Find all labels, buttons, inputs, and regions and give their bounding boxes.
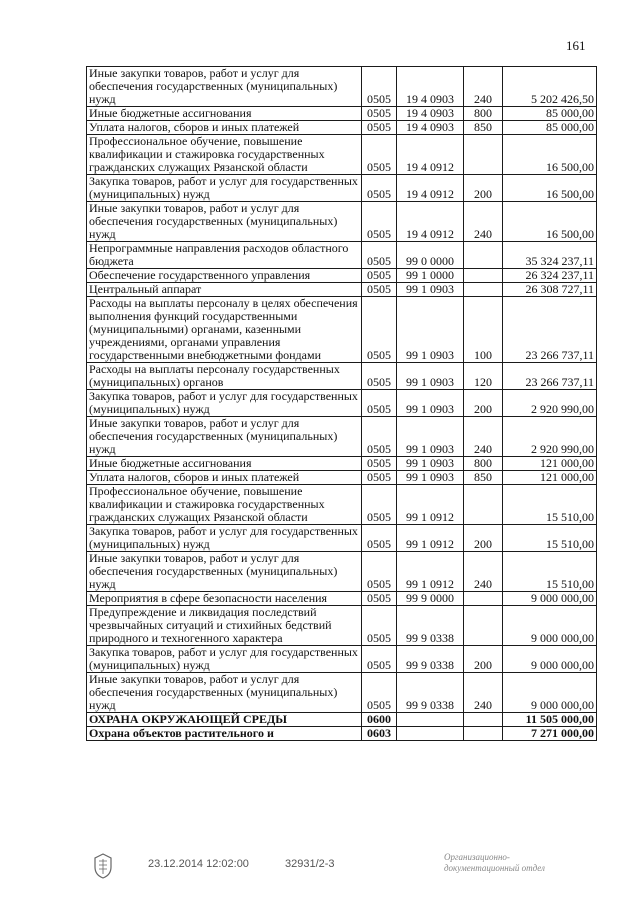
row-name: Закупка товаров, работ и услуг для государственных (муниципальных) нужд	[87, 646, 362, 673]
page-number: 161	[566, 38, 586, 53]
row-expense-type: 850	[464, 471, 503, 485]
table-row	[87, 592, 597, 606]
row-name: Закупка товаров, работ и услуг для государственных (муниципальных) нужд	[87, 525, 362, 552]
footer-stamp-line2: документационный отдел	[444, 863, 545, 873]
row-sum: 15 510,00	[503, 552, 597, 592]
table-row	[87, 269, 597, 283]
budget-table-body	[87, 67, 597, 741]
row-section: 0505	[362, 673, 397, 713]
row-article: 99 1 0903	[397, 471, 464, 485]
row-name: Охрана объектов растительного и	[87, 727, 362, 741]
table-row	[87, 525, 597, 552]
row-sum: 16 500,00	[503, 175, 597, 202]
row-name: Иные закупки товаров, работ и услуг для обеспечения государственных (муниципальных) нужд	[87, 202, 362, 242]
row-article	[397, 713, 464, 727]
row-expense-type: 240	[464, 552, 503, 592]
row-section: 0505	[362, 485, 397, 525]
row-expense-type	[464, 606, 503, 646]
row-expense-type: 200	[464, 646, 503, 673]
row-section: 0505	[362, 121, 397, 135]
row-article: 99 1 0903	[397, 363, 464, 390]
row-name: Профессиональное обучение, повышение квалификации и стажировка государственных гражданских служащих Рязанской области	[87, 485, 362, 525]
row-expense-type	[464, 592, 503, 606]
row-name: Обеспечение государственного управления	[87, 269, 362, 283]
row-name: Уплата налогов, сборов и иных платежей	[87, 471, 362, 485]
row-expense-type: 800	[464, 107, 503, 121]
footer-stamp	[444, 852, 545, 874]
row-name: Уплата налогов, сборов и иных платежей	[87, 121, 362, 135]
row-article: 99 1 0912	[397, 525, 464, 552]
row-section: 0505	[362, 552, 397, 592]
row-expense-type: 240	[464, 67, 503, 107]
footer-stamp-line1: Организационно-	[444, 852, 510, 862]
row-sum: 11 505 000,00	[503, 713, 597, 727]
row-name: Центральный аппарат	[87, 283, 362, 297]
table-row	[87, 107, 597, 121]
row-name: Закупка товаров, работ и услуг для государственных (муниципальных) нужд	[87, 175, 362, 202]
footer-document-code: 32931/2-3	[285, 858, 335, 870]
row-article: 99 1 0903	[397, 457, 464, 471]
row-sum: 9 000 000,00	[503, 606, 597, 646]
row-sum: 15 510,00	[503, 525, 597, 552]
row-expense-type: 240	[464, 673, 503, 713]
row-section: 0505	[362, 135, 397, 175]
row-sum: 23 266 737,11	[503, 363, 597, 390]
row-section: 0505	[362, 417, 397, 457]
row-article: 19 4 0903	[397, 121, 464, 135]
row-name: Профессиональное обучение, повышение квалификации и стажировка государственных гражданских служащих Рязанской области	[87, 135, 362, 175]
row-section: 0603	[362, 727, 397, 741]
row-name: Иные закупки товаров, работ и услуг для обеспечения государственных (муниципальных) нужд	[87, 67, 362, 107]
row-article	[397, 727, 464, 741]
row-sum: 121 000,00	[503, 457, 597, 471]
row-sum: 26 324 237,11	[503, 269, 597, 283]
row-expense-type	[464, 727, 503, 741]
row-sum: 121 000,00	[503, 471, 597, 485]
table-row	[87, 67, 597, 107]
row-article: 99 9 0338	[397, 673, 464, 713]
table-row	[87, 485, 597, 525]
row-expense-type	[464, 269, 503, 283]
table-row	[87, 552, 597, 592]
row-name: Иные закупки товаров, работ и услуг для обеспечения государственных (муниципальных) нужд	[87, 552, 362, 592]
row-sum: 5 202 426,50	[503, 67, 597, 107]
table-row	[87, 713, 597, 727]
row-name: Расходы на выплаты персоналу в целях обеспечения выполнения функций государственными (муниципальными) органами, казенными учреждениями, органами управления государственными внебюджетными фондами	[87, 297, 362, 363]
row-section: 0505	[362, 471, 397, 485]
row-name: Расходы на выплаты персоналу государственных (муниципальных) органов	[87, 363, 362, 390]
row-article: 99 9 0000	[397, 592, 464, 606]
row-sum: 16 500,00	[503, 135, 597, 175]
row-section: 0505	[362, 606, 397, 646]
row-expense-type: 240	[464, 202, 503, 242]
table-row	[87, 121, 597, 135]
row-article: 99 1 0903	[397, 417, 464, 457]
table-row	[87, 606, 597, 646]
row-expense-type: 240	[464, 417, 503, 457]
row-section: 0600	[362, 713, 397, 727]
row-section: 0505	[362, 202, 397, 242]
row-section: 0505	[362, 242, 397, 269]
row-article: 19 4 0903	[397, 107, 464, 121]
row-name: ОХРАНА ОКРУЖАЮЩЕЙ СРЕДЫ	[87, 713, 362, 727]
row-sum: 85 000,00	[503, 107, 597, 121]
row-article: 19 4 0912	[397, 202, 464, 242]
table-row	[87, 242, 597, 269]
table-row	[87, 297, 597, 363]
table-row	[87, 417, 597, 457]
row-section: 0505	[362, 592, 397, 606]
row-sum: 2 920 990,00	[503, 417, 597, 457]
row-expense-type	[464, 283, 503, 297]
row-expense-type: 850	[464, 121, 503, 135]
row-expense-type: 800	[464, 457, 503, 471]
row-sum: 9 000 000,00	[503, 592, 597, 606]
table-row	[87, 471, 597, 485]
row-sum: 85 000,00	[503, 121, 597, 135]
row-name: Иные закупки товаров, работ и услуг для обеспечения государственных (муниципальных) нужд	[87, 673, 362, 713]
footer-date: 23.12.2014 12:02:00	[148, 858, 249, 870]
row-section: 0505	[362, 67, 397, 107]
row-name: Закупка товаров, работ и услуг для государственных (муниципальных) нужд	[87, 390, 362, 417]
row-sum: 15 510,00	[503, 485, 597, 525]
row-article: 99 0 0000	[397, 242, 464, 269]
row-article: 19 4 0912	[397, 135, 464, 175]
table-row	[87, 646, 597, 673]
row-expense-type: 200	[464, 175, 503, 202]
row-expense-type: 100	[464, 297, 503, 363]
row-sum: 7 271 000,00	[503, 727, 597, 741]
row-section: 0505	[362, 390, 397, 417]
row-section: 0505	[362, 363, 397, 390]
row-section: 0505	[362, 646, 397, 673]
row-sum: 26 308 727,11	[503, 283, 597, 297]
row-section: 0505	[362, 525, 397, 552]
table-row	[87, 135, 597, 175]
row-article: 19 4 0903	[397, 67, 464, 107]
table-row	[87, 363, 597, 390]
row-expense-type: 200	[464, 390, 503, 417]
coat-of-arms-icon	[92, 852, 114, 880]
row-sum: 9 000 000,00	[503, 646, 597, 673]
row-article: 99 1 0912	[397, 485, 464, 525]
row-section: 0505	[362, 283, 397, 297]
table-row	[87, 202, 597, 242]
row-article: 99 1 0903	[397, 297, 464, 363]
row-expense-type: 200	[464, 525, 503, 552]
table-row	[87, 390, 597, 417]
table-row	[87, 175, 597, 202]
row-expense-type	[464, 485, 503, 525]
row-article: 99 1 0903	[397, 283, 464, 297]
row-expense-type: 120	[464, 363, 503, 390]
row-section: 0505	[362, 269, 397, 283]
row-expense-type	[464, 242, 503, 269]
row-section: 0505	[362, 297, 397, 363]
budget-table	[86, 66, 597, 741]
row-sum: 23 266 737,11	[503, 297, 597, 363]
row-sum: 35 324 237,11	[503, 242, 597, 269]
table-row	[87, 673, 597, 713]
row-section: 0505	[362, 457, 397, 471]
row-sum: 2 920 990,00	[503, 390, 597, 417]
row-article: 99 9 0338	[397, 606, 464, 646]
row-name: Иные закупки товаров, работ и услуг для обеспечения государственных (муниципальных) нужд	[87, 417, 362, 457]
row-article: 99 1 0912	[397, 552, 464, 592]
row-sum: 9 000 000,00	[503, 673, 597, 713]
row-name: Мероприятия в сфере безопасности населения	[87, 592, 362, 606]
row-article: 99 1 0903	[397, 390, 464, 417]
row-section: 0505	[362, 107, 397, 121]
row-name: Иные бюджетные ассигнования	[87, 457, 362, 471]
row-section: 0505	[362, 175, 397, 202]
row-expense-type	[464, 135, 503, 175]
row-name: Предупреждение и ликвидация последствий чрезвычайных ситуаций и стихийных бедствий природного и техногенного характера	[87, 606, 362, 646]
row-article: 19 4 0912	[397, 175, 464, 202]
row-name: Иные бюджетные ассигнования	[87, 107, 362, 121]
table-row	[87, 727, 597, 741]
row-sum: 16 500,00	[503, 202, 597, 242]
row-article: 99 1 0000	[397, 269, 464, 283]
row-name: Непрограммные направления расходов областного бюджета	[87, 242, 362, 269]
row-expense-type	[464, 713, 503, 727]
table-row	[87, 457, 597, 471]
table-row	[87, 283, 597, 297]
row-article: 99 9 0338	[397, 646, 464, 673]
